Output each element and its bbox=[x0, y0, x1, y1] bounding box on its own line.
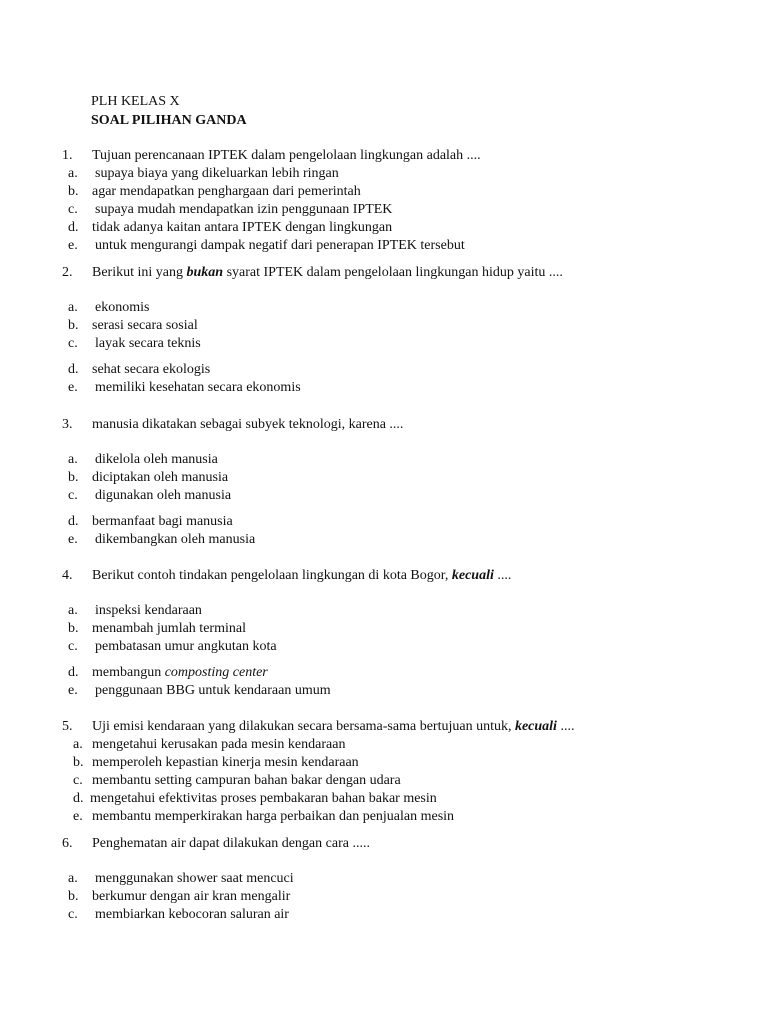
option-letter: a. bbox=[68, 166, 78, 181]
question-number: 6. bbox=[62, 836, 73, 851]
option-letter: e. bbox=[68, 238, 78, 253]
option-letter: b. bbox=[73, 755, 84, 770]
option-text: agar mendapatkan penghargaan dari pemerintah bbox=[92, 184, 361, 199]
question-text: Berikut ini yang bukan syarat IPTEK dalam pengelolaan lingkungan hidup yaitu .... bbox=[92, 265, 563, 280]
option-letter: a. bbox=[68, 603, 78, 618]
option-text: supaya biaya yang dikeluarkan lebih ringan bbox=[95, 166, 339, 181]
option-letter: a. bbox=[68, 300, 78, 315]
option-letter: e. bbox=[68, 683, 78, 698]
option-text: membantu setting campuran bahan bakar dengan udara bbox=[92, 773, 401, 788]
question-emphasis: kecuali bbox=[451, 568, 494, 583]
option-letter: b. bbox=[68, 621, 79, 636]
option-text: menggunakan shower saat mencuci bbox=[95, 871, 294, 886]
option-text: mengetahui efektivitas proses pembakaran bahan bakar mesin bbox=[90, 791, 437, 806]
option-letter: d. bbox=[68, 665, 79, 680]
question-number: 5. bbox=[62, 719, 73, 734]
question-number: 4. bbox=[62, 568, 73, 583]
question-text: manusia dikatakan sebagai subyek teknologi, karena .... bbox=[92, 417, 404, 432]
option-letter: c. bbox=[68, 488, 78, 503]
option-letter: c. bbox=[68, 907, 78, 922]
option-text: tidak adanya kaitan antara IPTEK dengan lingkungan bbox=[92, 220, 393, 235]
option-italic-term: composting center bbox=[164, 665, 268, 680]
question-text: Tujuan perencanaan IPTEK dalam pengelolaan lingkungan adalah .... bbox=[92, 148, 481, 163]
option-text: dikembangkan oleh manusia bbox=[95, 532, 256, 547]
option-text: digunakan oleh manusia bbox=[95, 488, 232, 503]
question-number: 1. bbox=[62, 148, 73, 163]
option-letter: a. bbox=[68, 871, 78, 886]
option-text: berkumur dengan air kran mengalir bbox=[92, 889, 291, 904]
option-letter: a. bbox=[68, 452, 78, 467]
option-text: membangun composting center bbox=[92, 665, 268, 680]
option-text: mengetahui kerusakan pada mesin kendaraan bbox=[92, 737, 346, 752]
question-number: 2. bbox=[62, 265, 73, 280]
option-text: memperoleh kepastian kinerja mesin kendaraan bbox=[92, 755, 359, 770]
option-letter: b. bbox=[68, 470, 79, 485]
option-text: menambah jumlah terminal bbox=[92, 621, 246, 636]
option-text: untuk mengurangi dampak negatif dari penerapan IPTEK tersebut bbox=[95, 238, 465, 253]
question-emphasis: kecuali bbox=[514, 719, 557, 734]
option-letter: d. bbox=[68, 362, 79, 377]
option-letter: e. bbox=[68, 532, 78, 547]
option-text: dikelola oleh manusia bbox=[95, 452, 218, 467]
option-letter: d. bbox=[68, 514, 79, 529]
option-letter: e. bbox=[73, 809, 83, 824]
option-text: bermanfaat bagi manusia bbox=[92, 514, 233, 529]
option-text: sehat secara ekologis bbox=[92, 362, 211, 377]
option-text: ekonomis bbox=[95, 300, 150, 315]
question-emphasis: bukan bbox=[186, 265, 224, 280]
option-text: pembatasan umur angkutan kota bbox=[95, 639, 277, 654]
option-text: serasi secara sosial bbox=[92, 318, 198, 333]
option-text: memiliki kesehatan secara ekonomis bbox=[95, 380, 301, 395]
option-letter: a. bbox=[73, 737, 83, 752]
option-letter: e. bbox=[68, 380, 78, 395]
option-letter: b. bbox=[68, 318, 79, 333]
question-text: Uji emisi kendaraan yang dilakukan secara bersama-sama bertujuan untuk, kecuali .... bbox=[92, 719, 575, 734]
option-letter: c. bbox=[68, 639, 78, 654]
question-number: 3. bbox=[62, 417, 73, 432]
option-text: inspeksi kendaraan bbox=[95, 603, 202, 618]
question-text: Berikut contoh tindakan pengelolaan lingkungan di kota Bogor, kecuali .... bbox=[92, 568, 512, 583]
option-letter: c. bbox=[68, 202, 78, 217]
option-letter: c. bbox=[68, 336, 78, 351]
question-text: Penghematan air dapat dilakukan dengan cara ..... bbox=[92, 836, 370, 851]
section-title: SOAL PILIHAN GANDA bbox=[91, 113, 247, 128]
option-letter: b. bbox=[68, 184, 79, 199]
option-text: layak secara teknis bbox=[95, 336, 201, 351]
option-text: penggunaan BBG untuk kendaraan umum bbox=[95, 683, 331, 698]
document-subject: PLH KELAS X bbox=[91, 94, 180, 109]
option-text: membiarkan kebocoran saluran air bbox=[95, 907, 289, 922]
option-letter: c. bbox=[73, 773, 83, 788]
option-letter: d. bbox=[73, 791, 84, 806]
option-text: diciptakan oleh manusia bbox=[92, 470, 229, 485]
option-letter: b. bbox=[68, 889, 79, 904]
option-text: supaya mudah mendapatkan izin penggunaan IPTEK bbox=[95, 202, 393, 217]
option-text: membantu memperkirakan harga perbaikan dan penjualan mesin bbox=[92, 809, 455, 824]
option-letter: d. bbox=[68, 220, 79, 235]
